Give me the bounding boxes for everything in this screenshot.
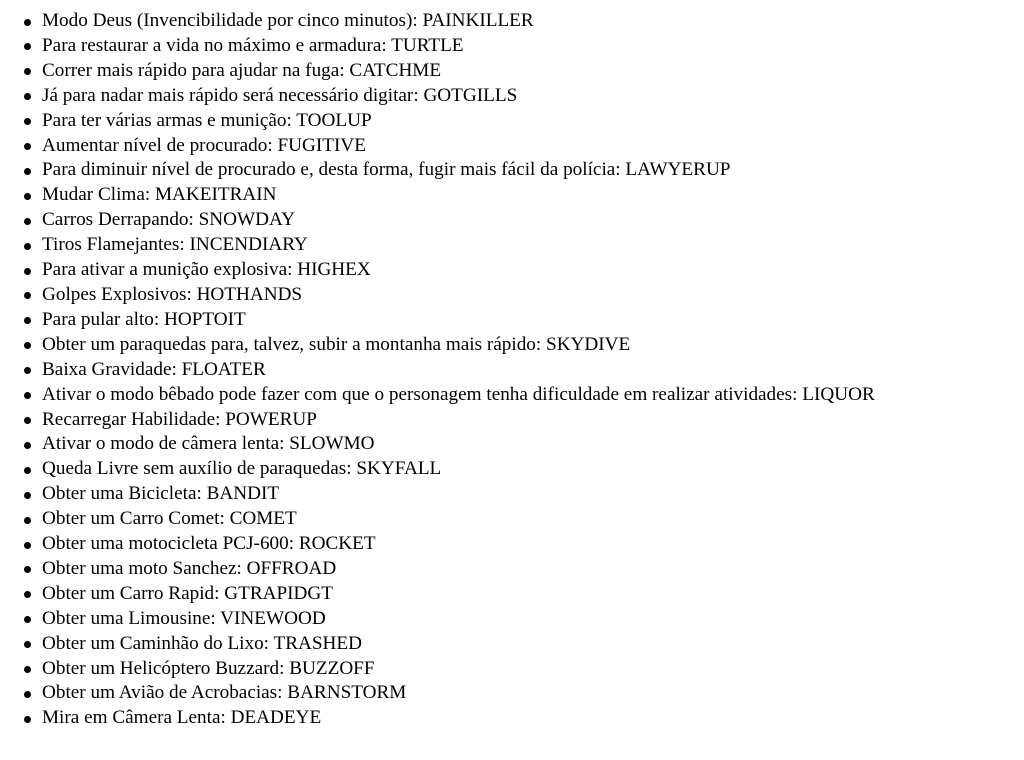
- cheat-text: Ativar o modo bêbado pode fazer com que o personagem tenha dificuldade em realizar atividades: LIQUOR: [42, 383, 875, 405]
- list-item: [24, 457, 1024, 482]
- bullet-icon: [24, 691, 31, 698]
- bullet-icon: [24, 19, 31, 26]
- bullet-icon: [24, 666, 31, 673]
- list-item: [24, 109, 1024, 134]
- list-item: [24, 507, 1024, 532]
- list-item: [24, 383, 1024, 408]
- cheat-text: Para ter várias armas e munição: TOOLUP: [42, 109, 372, 131]
- cheat-text: Obter um Carro Comet: COMET: [42, 508, 297, 530]
- list-item: [24, 84, 1024, 109]
- bullet-icon: [24, 542, 31, 549]
- list-item: [24, 333, 1024, 358]
- list-item: [24, 308, 1024, 333]
- cheat-text: Obter um Caminhão do Lixo: TRASHED: [42, 632, 362, 654]
- cheat-text: Mudar Clima: MAKEITRAIN: [42, 184, 277, 206]
- cheat-text: Obter um Helicóptero Buzzard: BUZZOFF: [42, 657, 375, 679]
- cheat-text: Tiros Flamejantes: INCENDIARY: [42, 234, 308, 256]
- cheat-text: Obter uma Bicicleta: BANDIT: [42, 483, 280, 505]
- bullet-icon: [24, 218, 31, 225]
- cheat-text: Queda Livre sem auxílio de paraquedas: SKYFALL: [42, 458, 442, 480]
- bullet-icon: [24, 43, 31, 50]
- bullet-icon: [24, 367, 31, 374]
- list-item: [24, 34, 1024, 59]
- list-item: [24, 657, 1024, 682]
- list-item: [24, 607, 1024, 632]
- bullet-icon: [24, 392, 31, 399]
- bullet-icon: [24, 268, 31, 275]
- bullet-icon: [24, 292, 31, 299]
- list-item: [24, 557, 1024, 582]
- list-item: [24, 9, 1024, 34]
- bullet-icon: [24, 591, 31, 598]
- bullet-icon: [24, 716, 31, 723]
- bullet-icon: [24, 118, 31, 125]
- list-item: [24, 283, 1024, 308]
- cheat-text: Obter um Avião de Acrobacias: BARNSTORM: [42, 682, 407, 704]
- bullet-icon: [24, 442, 31, 449]
- cheat-text: Para ativar a munição explosiva: HIGHEX: [42, 259, 371, 281]
- list-item: [24, 706, 1024, 731]
- list-item: [24, 134, 1024, 159]
- bullet-icon: [24, 68, 31, 75]
- cheat-text: Obter um paraquedas para, talvez, subir a montanha mais rápido: SKYDIVE: [42, 333, 631, 355]
- list-item: [24, 408, 1024, 433]
- bullet-icon: [24, 143, 31, 150]
- cheat-text: Para restaurar a vida no máximo e armadura: TURTLE: [42, 34, 464, 56]
- cheat-text: Recarregar Habilidade: POWERUP: [42, 408, 317, 430]
- list-item: [24, 482, 1024, 507]
- list-item: [24, 532, 1024, 557]
- bullet-icon: [24, 243, 31, 250]
- list-item: [24, 582, 1024, 607]
- list-item: [24, 158, 1024, 183]
- list-item: [24, 358, 1024, 383]
- cheat-text: Obter uma motocicleta PCJ-600: ROCKET: [42, 533, 376, 555]
- cheat-text: Para diminuir nível de procurado e, desta forma, fugir mais fácil da polícia: LAWYERUP: [42, 159, 731, 181]
- cheat-text: Golpes Explosivos: HOTHANDS: [42, 283, 303, 305]
- bullet-icon: [24, 492, 31, 499]
- list-item: [24, 59, 1024, 84]
- cheat-text: Já para nadar mais rápido será necessário digitar: GOTGILLS: [42, 84, 518, 106]
- bullet-icon: [24, 517, 31, 524]
- bullet-icon: [24, 467, 31, 474]
- bullet-icon: [24, 641, 31, 648]
- list-item: [24, 183, 1024, 208]
- cheat-text: Aumentar nível de procurado: FUGITIVE: [42, 134, 366, 156]
- cheat-text: Baixa Gravidade: FLOATER: [42, 358, 266, 380]
- bullet-icon: [24, 93, 31, 100]
- cheat-text: Ativar o modo de câmera lenta: SLOWMO: [42, 433, 375, 455]
- cheat-text: Obter uma Limousine: VINEWOOD: [42, 607, 326, 629]
- bullet-icon: [24, 566, 31, 573]
- list-item: [24, 632, 1024, 657]
- list-item: [24, 681, 1024, 706]
- bullet-icon: [24, 616, 31, 623]
- bullet-icon: [24, 317, 31, 324]
- cheat-text: Carros Derrapando: SNOWDAY: [42, 209, 295, 231]
- bullet-icon: [24, 417, 31, 424]
- bullet-icon: [24, 193, 31, 200]
- cheat-text: Modo Deus (Invencibilidade por cinco minutos): PAINKILLER: [42, 10, 534, 31]
- list-item: [24, 233, 1024, 258]
- bullet-icon: [24, 342, 31, 349]
- list-item: [24, 258, 1024, 283]
- cheat-text: Mira em Câmera Lenta: DEADEYE: [42, 707, 322, 729]
- cheat-text: Obter um Carro Rapid: GTRAPIDGT: [42, 582, 333, 604]
- list-item: [24, 432, 1024, 457]
- bullet-icon: [24, 168, 31, 175]
- cheat-text: Para pular alto: HOPTOIT: [42, 308, 246, 330]
- list-item: [24, 208, 1024, 233]
- cheat-text: Obter uma moto Sanchez: OFFROAD: [42, 557, 337, 579]
- cheat-text: Correr mais rápido para ajudar na fuga: CATCHME: [42, 59, 442, 81]
